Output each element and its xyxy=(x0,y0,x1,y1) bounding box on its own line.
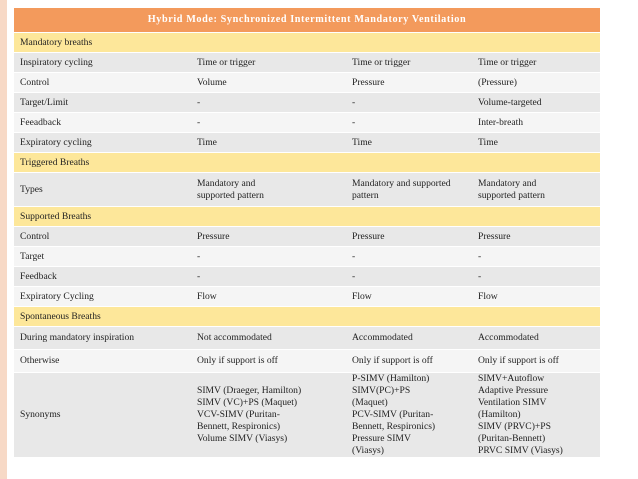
row-label-cell xyxy=(14,350,191,373)
table-row xyxy=(14,287,600,307)
cell-text: Types xyxy=(20,183,43,195)
value-cell xyxy=(346,133,472,153)
table-row xyxy=(14,247,600,267)
row-label-cell xyxy=(14,73,191,93)
section-header: Supported Breaths xyxy=(14,207,600,227)
cell-text: Flow xyxy=(478,290,498,302)
cell-text: Pressure xyxy=(478,230,511,242)
cell-text: (Pressure) xyxy=(478,76,517,88)
table-row xyxy=(14,327,600,350)
table-row xyxy=(14,133,600,153)
cell-text: - xyxy=(478,250,482,262)
value-cell xyxy=(346,373,472,458)
cell-text: Feeadback xyxy=(20,116,62,128)
cell-text: SIMV (Draeger, Hamilton) SIMV (VC)+PS (Maquet) VCV-SIMV (Puritan- Bennett, Respironics) Volume SIMV (Viasys) xyxy=(197,385,302,444)
value-cell xyxy=(472,267,600,287)
cell-text: - xyxy=(352,250,356,262)
cell-text: Only if support is off xyxy=(352,355,433,366)
cell-text: Mandatory and supported pattern xyxy=(352,177,451,201)
value-cell xyxy=(191,373,346,458)
cell-text: Volume-targeted xyxy=(478,96,542,108)
cell-text: - xyxy=(352,96,356,108)
cell-text: Synonyms xyxy=(20,409,61,420)
value-cell xyxy=(346,350,472,373)
value-cell xyxy=(472,247,600,267)
left-border-decoration xyxy=(0,0,7,479)
value-cell xyxy=(472,287,600,307)
value-cell xyxy=(346,53,472,73)
cell-text: Control xyxy=(20,76,50,88)
cell-text: Expiratory Cycling xyxy=(20,290,94,302)
value-cell xyxy=(472,227,600,247)
value-cell xyxy=(346,93,472,113)
cell-text: P-SIMV (Hamilton) SIMV(PC)+PS (Maquet) PCV-SIMV (Puritan- Bennett, Respironics) Pressure SIMV (Viasys) xyxy=(352,373,436,456)
value-cell xyxy=(346,327,472,350)
row-label-cell xyxy=(14,113,191,133)
row-label-cell xyxy=(14,327,191,350)
cell-text: Accommodated xyxy=(352,332,413,343)
cell-text: Target/Limit xyxy=(20,96,69,108)
cell-text: - xyxy=(352,270,356,282)
value-cell xyxy=(472,133,600,153)
table-row xyxy=(14,373,600,458)
cell-text: SIMV+Autoflow Adaptive Pressure Ventilation SIMV (Hamilton) SIMV (PRVC)+PS (Puritan-Bennett) PRVC SIMV (Viasys) xyxy=(478,373,563,456)
ventilation-table xyxy=(14,8,600,458)
value-cell xyxy=(346,267,472,287)
value-cell xyxy=(472,73,600,93)
section-header-row xyxy=(14,153,600,173)
cell-text: Pressure xyxy=(197,230,230,242)
table-title-row xyxy=(14,8,600,33)
table-row xyxy=(14,53,600,73)
value-cell xyxy=(191,267,346,287)
value-cell xyxy=(472,327,600,350)
table-row xyxy=(14,113,600,133)
cell-text: Time or trigger xyxy=(352,56,411,68)
value-cell xyxy=(346,247,472,267)
value-cell xyxy=(191,133,346,153)
row-label-cell xyxy=(14,247,191,267)
cell-text: Target xyxy=(20,250,45,262)
cell-text: Otherwise xyxy=(20,355,60,366)
cell-text: - xyxy=(197,116,201,128)
cell-text: Only if support is off xyxy=(478,355,559,366)
table-row xyxy=(14,173,600,207)
cell-text: Volume xyxy=(197,76,227,88)
row-label-cell xyxy=(14,267,191,287)
cell-text: - xyxy=(197,250,201,262)
value-cell xyxy=(191,173,346,207)
row-label-cell xyxy=(14,93,191,113)
section-header-row xyxy=(14,307,600,327)
table-row xyxy=(14,350,600,373)
cell-text: - xyxy=(478,270,482,282)
value-cell xyxy=(346,113,472,133)
section-header: Spontaneous Breaths xyxy=(14,307,600,327)
cell-text: - xyxy=(352,116,356,128)
cell-text: Control xyxy=(20,230,50,242)
cell-text: Inspiratory cycling xyxy=(20,56,93,68)
value-cell xyxy=(346,287,472,307)
cell-text: Time or trigger xyxy=(197,56,256,68)
cell-text: Pressure xyxy=(352,230,385,242)
cell-text: Mandatory and supported pattern xyxy=(197,177,264,201)
value-cell xyxy=(191,53,346,73)
cell-text: Flow xyxy=(197,290,217,302)
cell-text: Time xyxy=(197,136,217,148)
section-header: Triggered Breaths xyxy=(14,153,600,173)
value-cell xyxy=(346,73,472,93)
value-cell xyxy=(472,350,600,373)
cell-text: Inter-breath xyxy=(478,116,524,128)
value-cell xyxy=(191,93,346,113)
row-label-cell xyxy=(14,227,191,247)
cell-text: Expiratory cycling xyxy=(20,136,92,148)
cell-text: Time or trigger xyxy=(478,56,537,68)
section-header-row xyxy=(14,33,600,53)
value-cell xyxy=(191,247,346,267)
value-cell xyxy=(191,327,346,350)
value-cell xyxy=(472,93,600,113)
value-cell xyxy=(346,173,472,207)
value-cell xyxy=(472,113,600,133)
cell-text: During mandatory inspiration xyxy=(20,332,135,343)
value-cell xyxy=(191,113,346,133)
cell-text: Accommodated xyxy=(478,332,539,343)
value-cell xyxy=(191,227,346,247)
table-title: Hybrid Mode: Synchronized Intermittent Mandatory Ventilation xyxy=(14,8,600,33)
value-cell xyxy=(472,173,600,207)
table-row xyxy=(14,73,600,93)
row-label-cell xyxy=(14,287,191,307)
table-row xyxy=(14,93,600,113)
cell-text: Mandatory and supported pattern xyxy=(478,177,545,201)
cell-text: Flow xyxy=(352,290,372,302)
row-label-cell xyxy=(14,373,191,458)
table-row xyxy=(14,267,600,287)
cell-text: Feedback xyxy=(20,270,57,282)
value-cell xyxy=(472,373,600,458)
cell-text: Pressure xyxy=(352,76,385,88)
row-label-cell xyxy=(14,173,191,207)
cell-text: Only if support is off xyxy=(197,355,278,366)
cell-text: Time xyxy=(352,136,372,148)
value-cell xyxy=(191,73,346,93)
table-row xyxy=(14,227,600,247)
row-label-cell xyxy=(14,133,191,153)
value-cell xyxy=(191,350,346,373)
cell-text: Time xyxy=(478,136,498,148)
cell-text: Not accommodated xyxy=(197,332,272,343)
value-cell xyxy=(346,227,472,247)
row-label-cell xyxy=(14,53,191,73)
cell-text: - xyxy=(197,270,201,282)
value-cell xyxy=(472,53,600,73)
cell-text: - xyxy=(197,96,201,108)
value-cell xyxy=(191,287,346,307)
section-header: Mandatory breaths xyxy=(14,33,600,53)
section-header-row xyxy=(14,207,600,227)
